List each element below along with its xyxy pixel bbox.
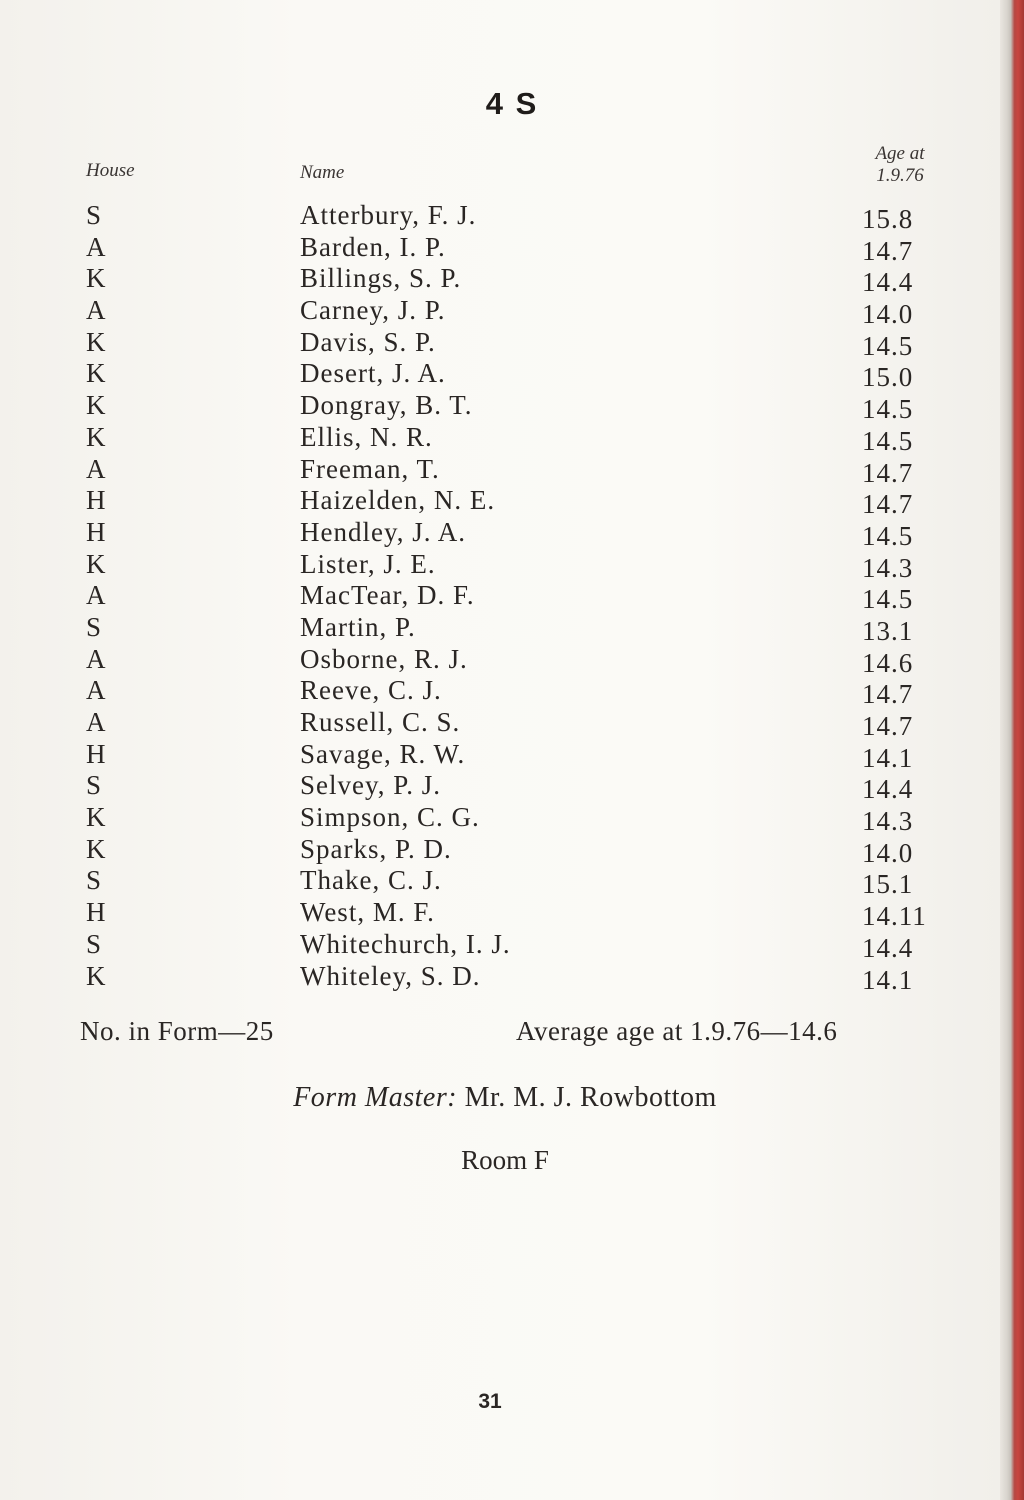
age-cell: 14.1 [862,742,914,773]
name-cell: Reeve, C. J. [300,675,442,706]
name-cell: Martin, P. [300,611,416,642]
form-master [0,1082,1010,1114]
house-cell: A [86,580,106,611]
name-cell: Russell, C. S. [300,707,461,737]
table-row [0,390,1000,425]
age-cell: 14.5 [862,425,914,456]
column-header-name: Name [300,162,345,183]
table-row [0,422,1000,454]
house-cell: H [86,516,106,547]
form-master-label: Form Master: [293,1082,458,1113]
age-cell: 14.3 [862,806,914,837]
table-row [0,612,1000,644]
column-header-house: House [86,160,135,181]
house-cell: A [86,295,106,326]
table-row [0,263,1000,298]
name-cell: Davis, S. P. [300,326,436,357]
form-master-name: Mr. M. J. Rowbottom [464,1082,717,1113]
house-cell: K [86,802,106,833]
name-cell: Osborne, R. J. [300,643,468,674]
age-cell: 14.5 [862,330,914,361]
age-cell: 14.11 [862,901,927,932]
house-cell: S [86,200,102,230]
house-cell: K [86,833,106,864]
page-edge-binding [1000,0,1024,1500]
age-cell: 14.3 [862,552,914,583]
age-cell: 14.4 [862,267,914,298]
house-cell: K [86,960,106,991]
name-cell: Desert, J. A. [300,358,446,389]
column-header-age-line2: 1.9.76 [876,165,924,186]
table-row [0,232,1000,264]
page-number: 31 [478,1390,502,1413]
name-cell: Freeman, T. [300,453,440,484]
table-row [0,295,1000,330]
name-cell: Hendley, J. A. [300,516,466,547]
table-row [0,485,1000,520]
age-cell: 14.7 [862,711,914,741]
table-row [0,802,1000,837]
house-cell: A [86,675,106,706]
house-cell: K [86,358,106,389]
age-cell: 14.0 [862,837,914,868]
name-cell: Lister, J. E. [300,548,436,579]
age-cell: 14.7 [862,679,914,710]
form-title: 4 S [485,86,539,121]
age-cell: 14.5 [862,584,914,615]
house-cell: S [86,770,102,801]
name-cell: Simpson, C. G. [300,802,480,833]
table-row [0,200,1000,232]
house-cell: S [86,611,102,642]
name-cell: West, M. F. [300,897,435,928]
house-cell: K [86,390,106,421]
age-cell: 14.4 [862,774,914,805]
house-cell: S [86,865,102,896]
average-age: Average age at 1.9.76—14.6 [516,1016,838,1046]
house-cell: K [86,326,106,357]
table-row [0,865,1000,900]
table-row [0,834,1000,866]
name-cell: Selvey, P. J. [300,770,442,801]
table-row [0,454,1000,486]
name-cell: Sparks, P. D. [300,833,452,864]
age-cell: 14.5 [862,394,914,425]
name-cell: Dongray, B. T. [300,390,473,421]
table-row [0,358,1000,393]
house-cell: H [86,485,106,516]
house-cell: A [86,231,106,262]
table-row [0,580,1000,615]
number-in-form: No. in Form—25 [80,1016,274,1046]
name-cell: Whitechurch, I. J. [300,928,511,959]
table-row [0,707,1000,739]
house-cell: K [86,548,106,579]
house-cell: K [86,263,106,294]
age-cell: 14.7 [862,489,914,520]
table-row [0,770,1000,805]
table-row [0,644,1000,676]
house-cell: H [86,738,106,769]
age-cell: 14.5 [862,520,914,551]
table-row [0,897,1000,932]
table-row [0,675,1000,710]
age-cell: 13.1 [862,615,914,646]
age-cell: 15.1 [862,869,914,900]
age-cell: 15.0 [862,362,914,393]
name-cell: Savage, R. W. [300,738,466,769]
table-row [0,961,1000,993]
age-cell: 14.0 [862,299,914,330]
house-cell: K [86,421,106,452]
column-header-age [850,143,950,187]
table-row [0,327,1000,359]
age-cell: 14.4 [862,932,914,963]
table-row [0,549,1000,581]
age-cell: 14.7 [862,235,914,266]
name-cell: Haizelden, N. E. [300,485,496,516]
age-cell: 14.1 [862,964,914,995]
house-cell: S [86,928,102,959]
name-cell: Ellis, N. R. [300,421,433,452]
age-cell: 15.8 [862,204,914,234]
house-cell: H [86,897,106,928]
table-row [0,929,1000,961]
column-header-age-line1: Age at [875,143,925,164]
age-cell: 14.6 [862,647,914,678]
room: Room F [461,1145,549,1175]
table-row [0,517,1000,549]
house-cell: A [86,707,106,737]
name-cell: Atterbury, F. J. [300,200,477,230]
age-cell: 14.7 [862,457,914,488]
table-row [0,739,1000,771]
name-cell: Whiteley, S. D. [300,960,481,991]
name-cell: Billings, S. P. [300,263,462,294]
name-cell: MacTear, D. F. [300,580,475,611]
house-cell: A [86,453,106,484]
student-list [0,200,1000,995]
house-cell: A [86,643,106,674]
name-cell: Thake, C. J. [300,865,442,896]
name-cell: Carney, J. P. [300,295,446,326]
name-cell: Barden, I. P. [300,231,446,262]
